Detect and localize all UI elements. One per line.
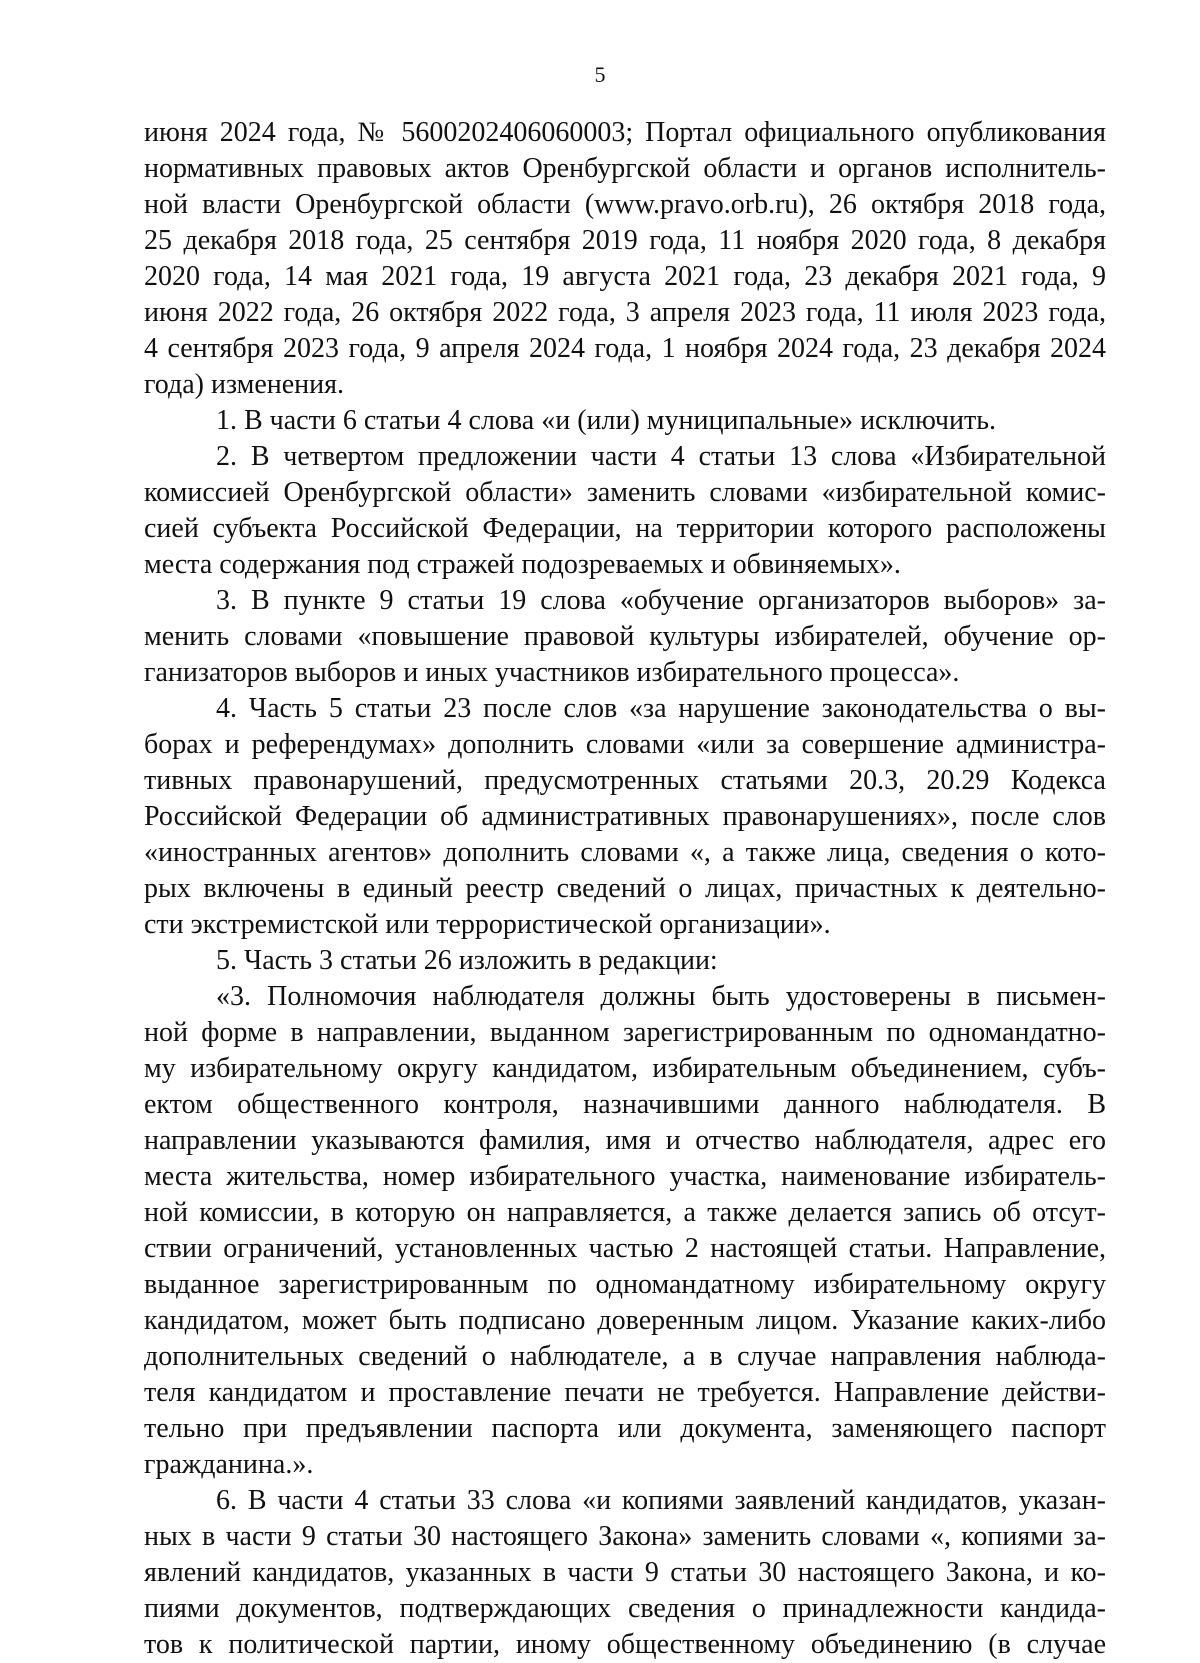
- text-line: рых включены в единый реестр сведений о лицах, причастных к деятельно-: [144, 873, 1106, 904]
- text-line: июня 2022 года, 26 октября 2022 года, 3 апреля 2023 года, 11 июля 2023 года,: [144, 297, 1106, 328]
- text-line: комиссией Оренбургской области» заменить словами «избирательной комис-: [144, 477, 1106, 508]
- text-line: Российской Федерации об административных правонарушениях», после слов: [144, 801, 1106, 832]
- text-line: явлений кандидатов, указанных в части 9 статьи 30 настоящего Закона, и ко-: [144, 1557, 1106, 1588]
- text-line: пиями документов, подтверждающих сведения о принадлежности кандида-: [144, 1593, 1106, 1624]
- text-line: теля кандидатом и проставление печати не требуется. Направление действи-: [144, 1377, 1106, 1408]
- text-line: менить словами «повышение правовой культуры избирателей, обучение ор-: [144, 621, 1106, 652]
- text-line: ганизаторов выборов и иных участников избирательного процесса».: [144, 657, 960, 688]
- text-line: кандидатом, может быть подписано доверенным лицом. Указание каких-либо: [144, 1305, 1106, 1336]
- text-line: сти экстремистской или террористической организации».: [144, 909, 831, 940]
- text-line: 25 декабря 2018 года, 25 сентября 2019 года, 11 ноября 2020 года, 8 декабря: [144, 225, 1106, 256]
- text-line: ных в части 9 статьи 30 настоящего Закона» заменить словами «, копиями за-: [144, 1521, 1106, 1552]
- text-line: июня 2024 года, № 5600202406060003; Портал официального опубликования: [144, 117, 1106, 148]
- text-line: ной комиссии, в которую он направляется, а также делается запись об отсут-: [144, 1197, 1106, 1228]
- text-line: тивных правонарушений, предусмотренных статьями 20.3, 20.29 Кодекса: [144, 765, 1106, 796]
- paragraph-6-line: 6. В части 4 статьи 33 слова «и копиями заявлений кандидатов, указан-: [216, 1485, 1106, 1516]
- page-number: 5: [594, 62, 606, 87]
- text-line: му избирательному округу кандидатом, избирательным объединением, субъ-: [144, 1053, 1106, 1084]
- text-line: «иностранных агентов» дополнить словами «, а также лица, сведения о кото-: [144, 837, 1106, 868]
- text-line: тельно при предъявлении паспорта или документа, заменяющего паспорт: [144, 1413, 1106, 1444]
- text-line: гражданина.».: [144, 1449, 314, 1480]
- text-line: нормативных правовых актов Оренбургской области и органов исполнитель-: [144, 153, 1106, 184]
- paragraph-5-line: 5. Часть 3 статьи 26 изложить в редакции:: [216, 945, 718, 976]
- paragraph-1-line: 1. В части 6 статьи 4 слова «и (или) муниципальные» исключить.: [216, 405, 996, 436]
- document-body: [144, 115, 1106, 1663]
- text-line: выданное зарегистрированным по одномандатному избирательному округу: [144, 1269, 1106, 1300]
- quoted-paragraph-line: «3. Полномочия наблюдателя должны быть удостоверены в письмен-: [216, 981, 1106, 1012]
- text-line: дополнительных сведений о наблюдателе, а в случае направления наблюда-: [144, 1341, 1106, 1372]
- paragraph-2-line: 2. В четвертом предложении части 4 статьи 13 слова «Избирательной: [216, 441, 1106, 472]
- text-line: сией субъекта Российской Федерации, на территории которого расположены: [144, 513, 1106, 544]
- text-line: года) изменения.: [144, 369, 345, 400]
- text-line: ствии ограничений, установленных частью 2 настоящей статьи. Направление,: [144, 1233, 1106, 1264]
- text-line: ной власти Оренбургской области (www.pravo.orb.ru), 26 октября 2018 года,: [144, 189, 1106, 220]
- paragraph-4-line: 4. Часть 5 статьи 23 после слов «за нарушение законодательства о вы-: [216, 693, 1106, 724]
- text-line: 2020 года, 14 мая 2021 года, 19 августа 2021 года, 23 декабря 2021 года, 9: [144, 261, 1106, 292]
- text-line: тов к политической партии, иному общественному объединению (в случае: [144, 1629, 1106, 1660]
- text-line: места содержания под стражей подозреваемых и обвиняемых».: [144, 549, 901, 580]
- text-line: 4 сентября 2023 года, 9 апреля 2024 года, 1 ноября 2024 года, 23 декабря 2024: [144, 333, 1106, 364]
- text-line: направлении указываются фамилия, имя и отчество наблюдателя, адрес его: [144, 1125, 1106, 1156]
- text-line: борах и референдумах» дополнить словами «или за совершение администра-: [144, 729, 1106, 760]
- text-line: ной форме в направлении, выданном зарегистрированным по одномандатно-: [144, 1017, 1106, 1048]
- text-line: ектом общественного контроля, назначившими данного наблюдателя. В: [144, 1089, 1106, 1120]
- paragraph-3-line: 3. В пункте 9 статьи 19 слова «обучение организаторов выборов» за-: [216, 585, 1106, 616]
- text-line: места жительства, номер избирательного участка, наименование избиратель-: [144, 1161, 1106, 1192]
